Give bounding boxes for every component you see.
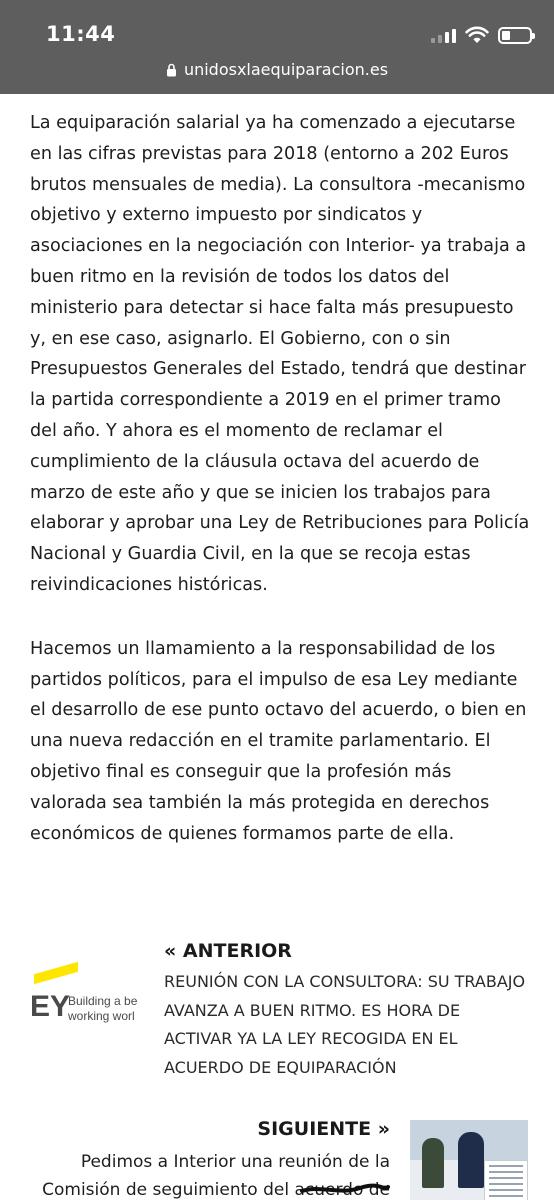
ey-logo: EY <box>30 990 71 1023</box>
status-time: 11:44 <box>46 22 116 46</box>
double-right-arrow-icon: » <box>377 1118 390 1140</box>
scribble-mark <box>300 1183 390 1197</box>
double-left-arrow-icon: « <box>164 940 177 962</box>
previous-post-link[interactable] <box>30 940 530 1090</box>
article-paragraph: Hacemos un llamamiento a la responsabilidad de los partidos políticos, para el impulso de esa Ley mediante el desarrollo de ese punto octavo del acuerdo, o bien en una nueva redacción en el tramite parlamentario. El objetivo final es conseguir que la profesión más valorada sea también la más protegida en derechos económicos de quienes formamos parte de ella. <box>30 638 527 844</box>
document-image <box>484 1160 528 1200</box>
address-bar[interactable] <box>0 60 554 79</box>
article-body <box>30 108 530 849</box>
previous-label[interactable]: « ANTERIOR <box>164 940 292 962</box>
officer-figure <box>422 1138 444 1188</box>
address-url: unidosxlaequiparacion.es <box>183 60 389 79</box>
previous-post-title[interactable]: REUNIÓN CON LA CONSULTORA: SU TRABAJO AVANZA A BUEN RITMO. ES HORA DE ACTIVAR YA LA LEY RECOGIDA EN EL ACUERDO DE EQUIPARACIÓN <box>164 972 526 1077</box>
wifi-icon <box>465 26 489 44</box>
battery-icon <box>498 27 532 44</box>
next-post-thumbnail[interactable] <box>410 1120 528 1200</box>
officer-figure <box>458 1132 484 1188</box>
next-label[interactable]: SIGUIENTE » <box>257 1118 390 1140</box>
lock-icon <box>166 63 177 77</box>
status-icons <box>431 24 532 46</box>
next-post-title[interactable]: Pedimos a Interior una reunión de la Comisión de seguimiento del acuerdo de <box>42 1152 390 1200</box>
ey-tagline: Building a be working worl <box>68 994 138 1023</box>
next-post-link[interactable] <box>0 1114 554 1200</box>
ey-logo-bar <box>34 962 78 985</box>
previous-post-thumbnail[interactable] <box>30 946 144 1038</box>
cellular-signal-icon <box>431 27 456 43</box>
browser-chrome <box>0 0 554 94</box>
article-paragraph: La equiparación salarial ya ha comenzado a ejecutarse en las cifras previstas para 2018 (entorno a 202 Euros brutos mensuales de media). La consultora -mecanismo objetivo y externo impuesto por sindicatos y asociaciones en la negociación con Interior- ya trabaja a buen ritmo en la revisión de todos los datos del ministerio para detectar si hace falta más presupuesto y, en ese caso, asignarlo. El Gobierno, con o sin Presupuestos Generales del Estado, tendrá que destinar la partida correspondiente a 2019 en el primer tramo del año. Y ahora es el momento de reclamar el cumplimiento de la cláusula octava del acuerdo de marzo de este año y que se inicien los trabajos para elaborar y aprobar una Ley de Retribuciones para Policía Nacional y Guardia Civil, en la que se recoja estas reivindicaciones históricas. <box>30 113 530 595</box>
previous-post-text[interactable] <box>164 940 530 1082</box>
